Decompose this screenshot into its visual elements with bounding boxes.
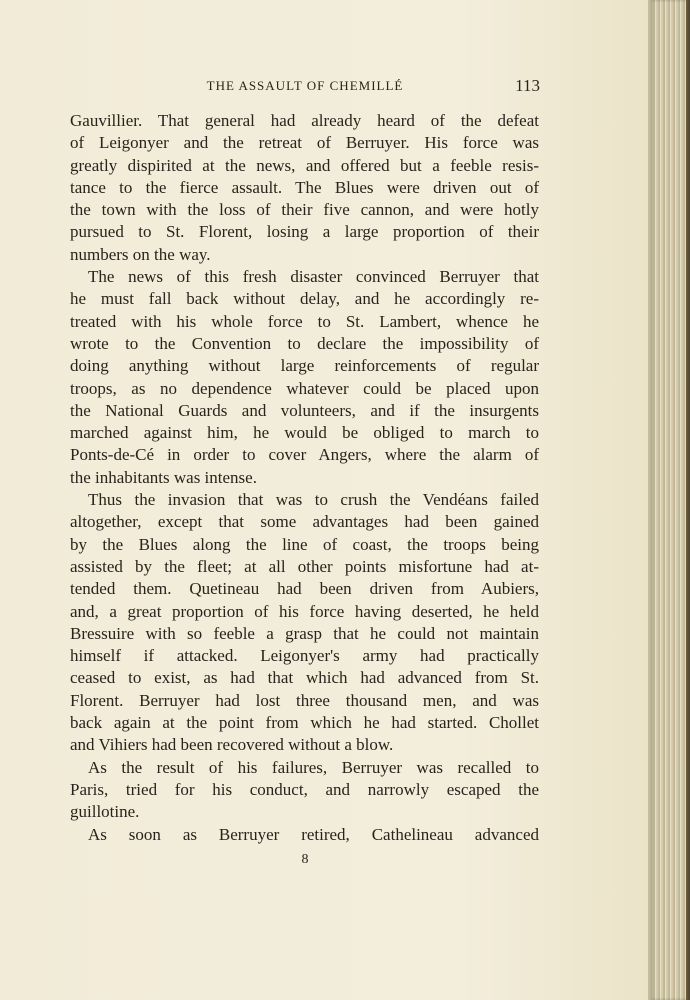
signature-mark: 8 (301, 852, 309, 867)
text-line: altogether, except that some advantages had been gained (70, 512, 539, 532)
text-line: the inhabitants was intense. (70, 467, 257, 487)
body-text (70, 110, 539, 846)
text-line: himself if attacked. Leigonyer's army had practically (70, 646, 539, 666)
page-edge (648, 0, 690, 1000)
text-line: marched against him, he would be obliged to march to (70, 423, 539, 443)
text-line: guillotine. (70, 802, 140, 822)
text-line: he must fall back without delay, and he accordingly re- (70, 289, 539, 309)
chapter-title: THE ASSAULT OF CHEMILLÉ (206, 78, 404, 93)
text-line: ceased to exist, as had that which had advanced from St. (70, 668, 539, 688)
text-line: treated with his whole force to St. Lambert, whence he (70, 311, 539, 331)
text-line: back again at the point from which he had started. Chollet (70, 713, 539, 733)
text-line: As the result of his failures, Berruyer was recalled to (88, 757, 539, 777)
text-line: Gauvillier. That general had already heard of the defeat (70, 111, 539, 130)
text-line: As soon as Berruyer retired, Cathelineau advanced (88, 824, 539, 844)
text-line: tended them. Quetineau had been driven from Aubiers, (70, 579, 539, 599)
text-line: Thus the invasion that was to crush the Vendéans failed (88, 490, 539, 510)
text-line: The news of this fresh disaster convinced Berruyer that (88, 267, 539, 287)
text-line: the National Guards and volunteers, and if the insurgents (70, 400, 539, 420)
text-line: and Vihiers had been recovered without a blow. (70, 735, 394, 755)
text-line: doing anything without large reinforcements of regular (70, 356, 539, 376)
page-number: 113 (515, 76, 540, 95)
text-line: of Leigonyer and the retreat of Berruyer. His force was (70, 133, 539, 153)
text-line: Bressuire with so feeble a grasp that he could not maintain (70, 623, 539, 643)
running-head (70, 76, 540, 98)
text-line: Florent. Berruyer had lost three thousand men, and was (70, 690, 539, 710)
text-line: pursued to St. Florent, losing a large proportion of their (70, 222, 539, 242)
text-line: the town with the loss of their five cannon, and were hotly (70, 200, 539, 220)
text-line: Paris, tried for his conduct, and narrowly escaped the (70, 779, 539, 799)
text-line: by the Blues along the line of coast, the troops being (70, 534, 539, 554)
text-line: tance to the fierce assault. The Blues were driven out of (70, 177, 539, 197)
text-line: Ponts-de-Cé in order to cover Angers, where the alarm of (70, 445, 539, 465)
text-line: assisted by the fleet; at all other points misfortune had at- (70, 556, 539, 576)
text-line: troops, as no dependence whatever could be placed upon (70, 378, 539, 398)
text-line: greatly dispirited at the news, and offered but a feeble resis- (70, 155, 539, 175)
text-line: and, a great proportion of his force having deserted, he held (70, 601, 539, 621)
text-line: numbers on the way. (70, 244, 211, 264)
text-line: wrote to the Convention to declare the impossibility of (70, 333, 539, 353)
